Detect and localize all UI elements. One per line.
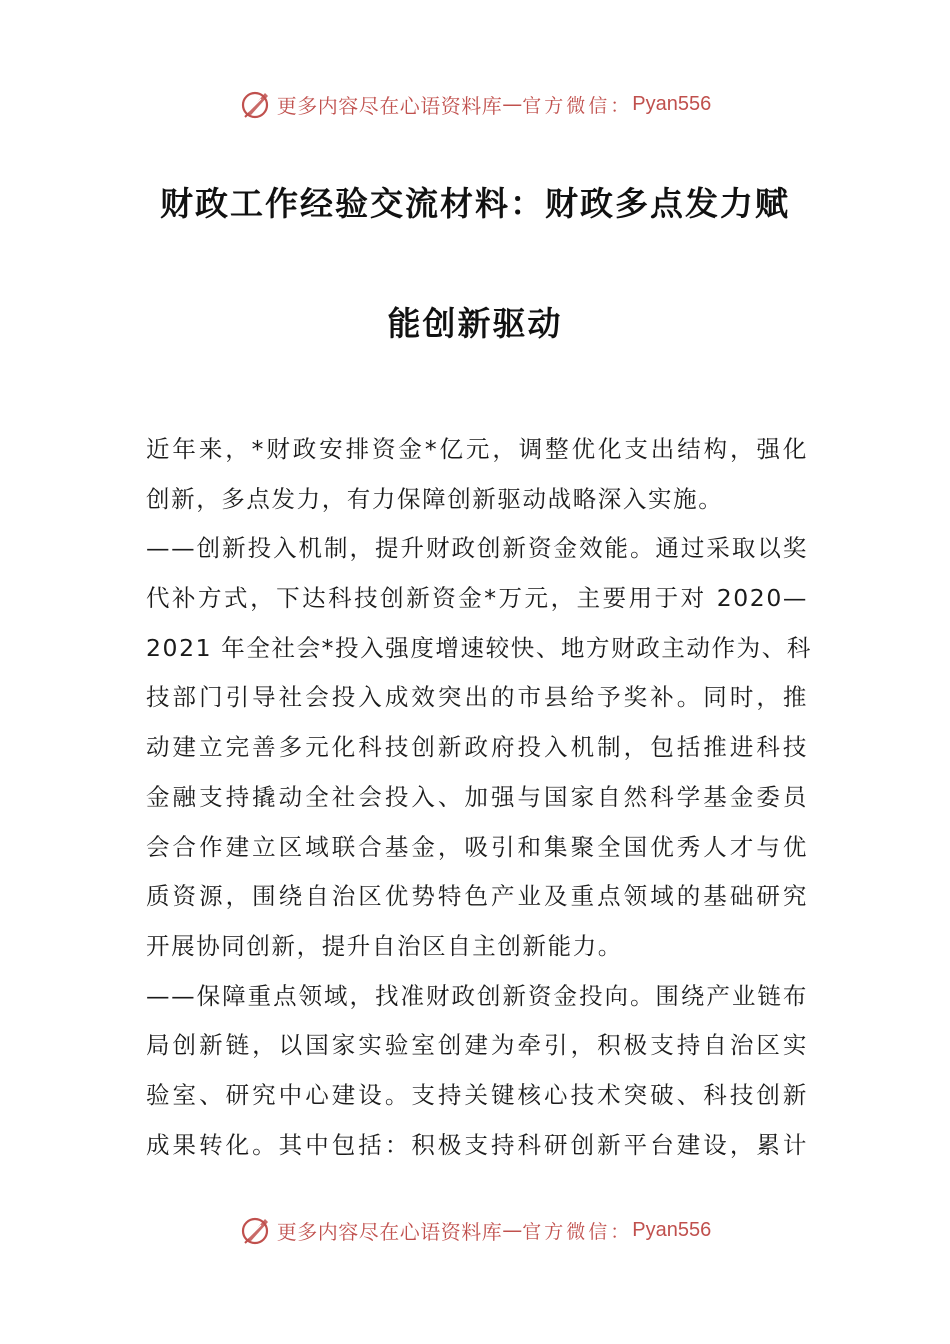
body-line: 技部门引导社会投入成效突出的市县给予奖补。同时，推 [146, 683, 808, 712]
body-line: 质资源，围绕自治区优势特色产业及重点领域的基础研究 [146, 882, 808, 911]
banner-brand-text: 更多内容尽在心语资料库 [276, 93, 503, 118]
body-line: 开展协同创新，提升自治区自主创新能力。 [146, 931, 623, 960]
banner-wechat-id: Pyan556 [632, 1218, 712, 1241]
body-line: 成果转化。其中包括：积极支持科研创新平台建设，累计 [146, 1130, 808, 1159]
document-title-line-1: 财政工作经验交流材料：财政多点发力赋 [160, 184, 790, 223]
quill-logo-icon [239, 87, 273, 121]
footer-watermark-banner [0, 1210, 950, 1250]
banner-wechat-label: 官方微信： [522, 94, 633, 117]
document-title-line-2: 能创新驱动 [387, 304, 563, 343]
body-line: 近年来，*财政安排资金*亿元，调整优化支出结构，强化 [146, 435, 808, 463]
header-watermark-banner [0, 84, 950, 124]
body-line: 2021 年全社会*投入强度增速较快、地方财政主动作为、科 [146, 633, 812, 662]
body-line: ——保障重点领域，找准财政创新资金投向。围绕产业链布 [146, 981, 808, 1010]
body-line: 金融支持撬动全社会投入、加强与国家自然科学基金委员 [146, 782, 808, 811]
body-line: ——创新投入机制，提升财政创新资金效能。通过采取以奖 [146, 534, 808, 563]
body-line: 会合作建立区域联合基金，吸引和集聚全国优秀人才与优 [146, 832, 808, 861]
body-line: 代补方式，下达科技创新资金*万元，主要用于对 2020— [146, 584, 808, 613]
body-line: 动建立完善多元化科技创新政府投入机制，包括推进科技 [146, 733, 808, 762]
banner-separator: — [502, 1218, 523, 1242]
banner-wechat-label: 官方微信： [522, 1220, 633, 1243]
banner-separator: — [502, 92, 523, 116]
banner-brand-text: 更多内容尽在心语资料库 [276, 1219, 503, 1244]
document-body [146, 425, 812, 1170]
quill-logo-icon [239, 1213, 273, 1247]
body-line: 验室、研究中心建设。支持关键核心技术突破、科技创新 [146, 1080, 808, 1109]
body-line: 创新，多点发力，有力保障创新驱动战略深入实施。 [146, 484, 724, 513]
body-line: 局创新链，以国家实验室创建为牵引，积极支持自治区实 [146, 1031, 808, 1060]
banner-wechat-id: Pyan556 [632, 92, 712, 115]
